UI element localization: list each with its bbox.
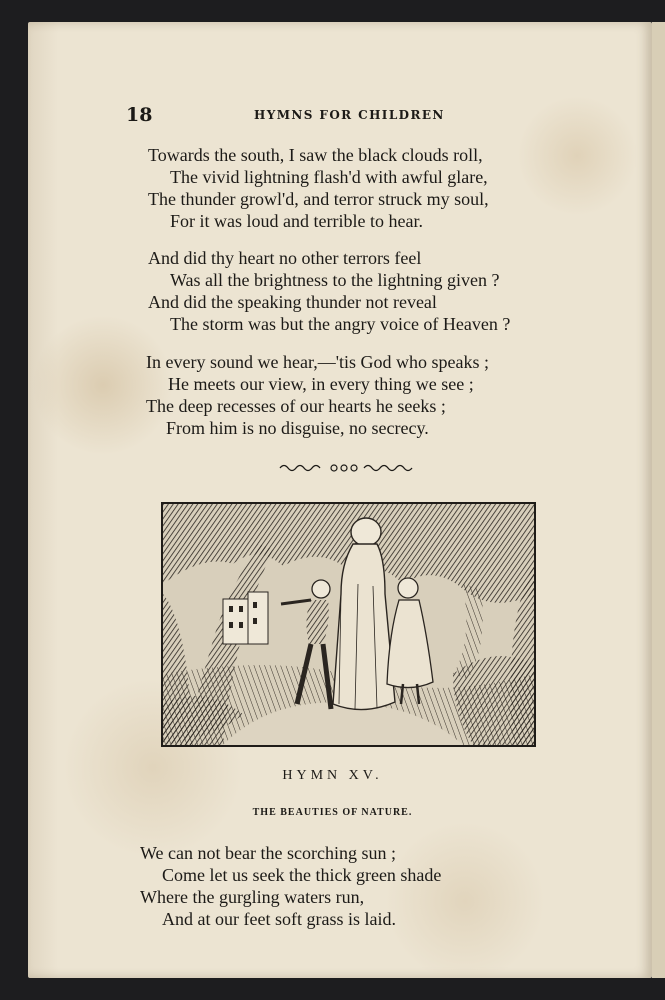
poem-line: The thunder growl'd, and terror struck my soul, [148, 189, 489, 209]
poem-line: From him is no disguise, no secrecy. [166, 418, 429, 438]
section-divider-ornament [278, 458, 418, 476]
next-page-edge [652, 22, 665, 978]
poem-line: The deep recesses of our hearts he seeks ; [146, 396, 446, 416]
poem-line: The vivid lightning flash'd with awful glare, [170, 167, 488, 187]
woodcut-illustration [161, 502, 536, 747]
page-header [126, 100, 486, 130]
poem-line: Was all the brightness to the lightning given ? [170, 270, 500, 290]
hymn-line: Come let us seek the thick green shade [162, 865, 442, 885]
poem-line: For it was loud and terrible to hear. [170, 211, 423, 231]
poem-line: He meets our view, in every thing we see ; [168, 374, 474, 394]
woodcut-scene-icon [163, 504, 534, 745]
poem-line: In every sound we hear,—'tis God who speaks ; [146, 352, 489, 372]
hymn-title: THE BEAUTIES OF NATURE. [252, 807, 413, 818]
hymn-line: We can not bear the scorching sun ; [140, 843, 396, 863]
page-number: 18 [126, 104, 153, 126]
poem-line: The storm was but the angry voice of Heaven ? [170, 314, 511, 334]
poem-line: And did the speaking thunder not reveal [148, 292, 437, 312]
hymn-number: HYMN XV. [282, 768, 383, 783]
hymn-line: Where the gurgling waters run, [140, 887, 365, 907]
running-title: HYMNS FOR CHILDREN [254, 108, 445, 122]
hymn-line: And at our feet soft grass is laid. [162, 909, 396, 929]
poem-line: Towards the south, I saw the black clouds roll, [148, 145, 483, 165]
poem-line: And did thy heart no other terrors feel [148, 248, 422, 268]
